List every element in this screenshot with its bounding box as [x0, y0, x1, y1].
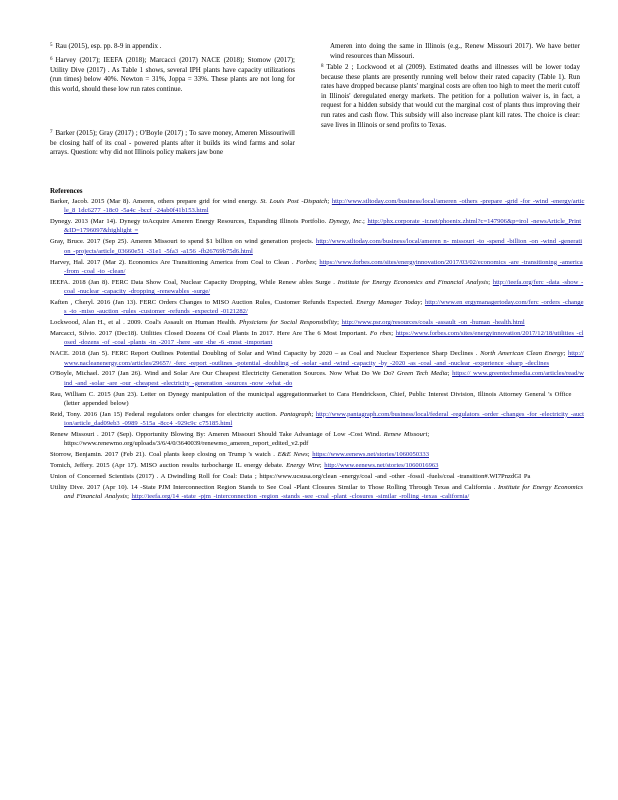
reference-text: Tomich, Jeffery. 2015 (Apr 17). MISO auction results turbocharge IL energy debate. — [50, 462, 284, 470]
reference-text: Utility Dive. 2017 (Apr 10). 14 -State PJM Interconnection Region Stands to See Coal -Plant Closures Similar to Those Rolling Through Texas and California . — [50, 483, 496, 491]
footnote-number: 7 — [50, 130, 53, 135]
reference-entry — [50, 430, 585, 449]
reference-text: NACE. 2018 (Jan 5). FERC Report Outlines Potential Doubling of Solar and Wind Capacity by 2020 – as Coal and Nuclear Experience Sharp Declines . — [50, 350, 478, 358]
footnote-number: 6 — [50, 57, 53, 62]
footnote-text: Barker (2015); Gray (2017) ; O'Boyle (2017) ; To save money, Ameren Missouriwill be closing half of its coal - powered plants after it builds its wind farms and solar arrays. Question: why did not Illinois policy makers jaw bone — [50, 129, 295, 157]
reference-text: .; — [361, 218, 365, 226]
reference-text: Reid, Tony. 2016 (Jan 15) Federal regulators order changes for electricity auction. — [50, 410, 278, 418]
reference-text: Renew Missouri . 2017 (Sep). Opportunity Blowing By: Ameren Missouri Should Take Advantage of Low -Cost Wind. — [50, 430, 381, 438]
reference-link[interactable]: http://ieefa.org/ferc -data -show -coal -nuclear -capacity -dropping -renewables -surge/ — [64, 278, 584, 296]
reference-entry — [50, 369, 585, 388]
reference-link[interactable]: http://www.eenews.net/stories/1060016963 — [324, 462, 439, 470]
reference-entry — [50, 197, 585, 216]
reference-source-title: Institute for Energy Economics and Financial Analysis — [64, 483, 583, 501]
reference-link[interactable]: https://www.eenews.net/stories/1060050333 — [312, 451, 429, 459]
reference-source-title: Pantagraph — [279, 410, 312, 418]
reference-source-title: Green Tech Media — [397, 370, 448, 378]
reference-text: ; — [327, 198, 330, 205]
footnote-8 — [321, 63, 580, 130]
reference-entry — [50, 237, 585, 256]
reference-link[interactable]: https://www.forbes.com/sites/energyinnovation/2017/12/18/utilities -closed -dozens -of -coal -plants -in -2017 -here -are -the -6 -most -important — [64, 330, 584, 347]
reference-text: Marcacci, Silvio. 2017 (Dec18). Utilities Closed Dozens Of Coal Plants In 2017. Here Are The 6 Most Important. — [50, 330, 368, 338]
reference-link[interactable]: http://phx.corporate -ir.net/phoenix.zhtml?c=147906&p=irol -newsArticle_Print&ID=1796097&highlight = — [64, 218, 582, 235]
reference-text: Kaften , Cheryl. 2016 (Jan 13). FERC Orders Changes to MISO Auction Rules, Customer Refunds Expected. — [50, 298, 354, 306]
reference-link[interactable]: http://www.psr.org/resources/coals -assault -on -human -health.html — [341, 319, 525, 327]
reference-link[interactable]: http://www.pantagraph.com/business/local/federal -regulators -order -changes -for -electricity -auction/article_dad09eb3 -0989 -515a -8cc4 -929c9c c75185.html — [64, 410, 584, 428]
reference-list — [50, 197, 585, 503]
reference-text: Rau, William C. 2015 (Jun 23). Letter on Dynegy manipulation of the municipal aggregationmarket to Cara Hendrickson, Chief, Public Interest Division, Illinois Attorney General 's Office (letter appended below) — [50, 390, 572, 407]
footnote-7 — [50, 129, 295, 158]
reference-entry — [50, 258, 585, 277]
reference-text: ; https://www.renewmo.org/uploads/3/6/4/0/3640039/renewmo_ameren_report_edited_v2.pdf — [64, 430, 430, 448]
footnote-text: Harvey (2017); IEEFA (2018); Marcacci (2017) NACE (2018); Stomow (2017); Utility Dive (2017) . As Table 1 shows, several IPH plants have capacity utilizations (run times) below 40%. Newton = 31%, Joppa = 33%. These plants are not long for this world, should these low run rates continue. — [50, 56, 295, 93]
footnote-number: 5 — [50, 43, 53, 48]
reference-text: Union of Concerned Scientists (2017) . A Dwindling Roll for Coal: Data ; https://www.ucsusa.org/clean -energy/coal -and -other -fossil -fuels/coal -transition#.WI7PnzdGI Pa — [50, 472, 531, 480]
reference-text: Lockwood, Alan H., et al . 2009. Coal's Assault on Human Health. — [50, 319, 237, 327]
footnote-5 — [50, 42, 295, 52]
footnote-number: 8 — [321, 64, 324, 69]
reference-link[interactable]: http://www.nacleanenergy.com/articles/29657/ -ferc -report -outlines -potential -doubling -of -solar -and -wind -capacity -by -2020 -as -coal -and -nuclear -experience -sharp -declines — [64, 350, 584, 367]
reference-entry — [50, 349, 585, 368]
reference-text: ; — [319, 462, 322, 470]
footnote-text: Table 2 ; Lockwood et al (2009). Estimated deaths and illnesses will be lower today because these plants are presently running well below their rated capacity (Table 1). Run rates have dropped because plants' marginal costs are often too high to meet the merit cutoff in Illinois' deregulated energy markets. The petition for a pollution waiver is, in fact, a request for a hidden subsidy that would cut the marginal cost of plants thus improving their run rates and cash flow. This subsidy will also increase plant kill rates. The choice is clear: save lives in Illinois or send profits to Texas. — [321, 63, 580, 129]
reference-link[interactable]: https://www.forbes.com/sites/energyinnovation/2017/03/02/economics -are -transitioning -america -from -coal -to -clean/ — [64, 258, 583, 275]
reference-text: Dynegy. 2013 (Mar 14). Dynegy toAcquire Ameren Energy Resources, Expanding Illinois Portfolio. — [50, 218, 327, 226]
reference-entry — [50, 410, 585, 429]
reference-source-title: Fo rbes — [369, 330, 392, 338]
reference-entry — [50, 217, 585, 236]
reference-text: Harvey, Hal. 2017 (Mar 2). Economics Are Transitioning America from Coal to Clean . — [50, 258, 294, 266]
footnote-text: Ameren into doing the same in Illinois (e.g., Renew Missouri 2017). We have better wind resources than Missouri. — [330, 42, 580, 60]
footnote-7-continued — [330, 42, 580, 61]
reference-source-title: Energy Manager Today — [356, 298, 421, 306]
reference-text: Gray, Bruce. 2017 (Sep 25). Ameren Missouri to spend $1 billion on wind generation projects. — [50, 238, 314, 246]
reference-text: ; — [447, 370, 450, 378]
references-heading: References — [50, 187, 83, 195]
reference-entry — [50, 298, 585, 317]
reference-entry — [50, 329, 585, 348]
footnote-6 — [50, 56, 295, 94]
reference-entry — [50, 472, 585, 481]
reference-source-title: Energy Wire — [286, 462, 320, 470]
reference-text: Storrow, Benjamin. 2017 (Feb 21). Coal plants keep closing on Trump 's watch . — [50, 451, 275, 459]
reference-source-title: Forbes — [296, 258, 315, 266]
reference-source-title: Institute for Energy Economics and Financial Analysis — [337, 278, 489, 286]
reference-text: ; — [311, 410, 314, 418]
reference-text: ; — [314, 258, 317, 266]
reference-entry — [50, 278, 585, 297]
reference-source-title: North American Clean Energy — [480, 350, 564, 358]
reference-text: Barker, Jacob. 2015 (Mar 8). Ameren, others prepare grid for wind energy. — [50, 198, 258, 205]
reference-source-title: E&E News — [277, 451, 308, 459]
reference-text: ; — [391, 330, 394, 338]
reference-text: ; — [420, 298, 423, 306]
reference-text: O'Boyle, Michael. 2017 (Jan 26). Wind and Solar Are Our Cheapest Electricity Generation Sources. Now What Do We Do? — [50, 370, 395, 378]
reference-text: ; — [563, 350, 566, 358]
reference-source-title: Renew Missouri — [383, 430, 428, 438]
reference-entry — [50, 318, 585, 327]
reference-entry — [50, 461, 585, 470]
reference-link[interactable]: http://www.en ergymanagertoday.com/ferc -orders -changes -to -miso -auction -rules -customer -refunds -expected -0121282/ — [64, 298, 584, 316]
reference-text: ; — [488, 278, 491, 286]
reference-link[interactable]: http://www.stltoday.com/business/local/ameren n- missouri -to -spend -billion -on -wind -generation -projects/article_03660e51 -31e1 -5fa3 -a156 -fb26769b75d6.html — [64, 238, 583, 255]
reference-entry — [50, 390, 585, 409]
reference-text: IEEFA. 2018 (Jan 8). FERC Data Show Coal, Nuclear Capacity Dropping, While Renew ables Surge . — [50, 278, 335, 286]
reference-text: ; — [307, 451, 310, 459]
reference-link[interactable]: https:// www.greentechmedia.com/articles/read/wind -and -solar -are -our -cheapest -electricity -generation -sources -now -what -do — [64, 370, 584, 387]
reference-entry — [50, 450, 585, 459]
reference-link[interactable]: http://www.stltoday.com/business/local/ameren -others -prepare -grid -for -wind -energy/article_8 1dc6277 -18c0 -5a4c -bccf -24ab0f41b153.html — [64, 198, 585, 215]
reference-text: ; — [337, 319, 339, 327]
reference-source-title: Physicians for Social Responsibility — [239, 319, 338, 327]
reference-entry — [50, 483, 585, 502]
reference-source-title: Dynegy, Inc — [328, 218, 362, 226]
reference-source-title: St. Louis Post -Dispatch — [260, 198, 328, 205]
reference-link[interactable]: http://ieefa.org/14 -state -pjm -interconnection -region -stands -see -coal -plant -closures -similar -rolling -texas -california/ — [131, 493, 470, 501]
footnote-text: Rau (2015), esp. pp. 8-9 in appendix . — [55, 42, 162, 50]
reference-text: ; — [127, 493, 129, 501]
